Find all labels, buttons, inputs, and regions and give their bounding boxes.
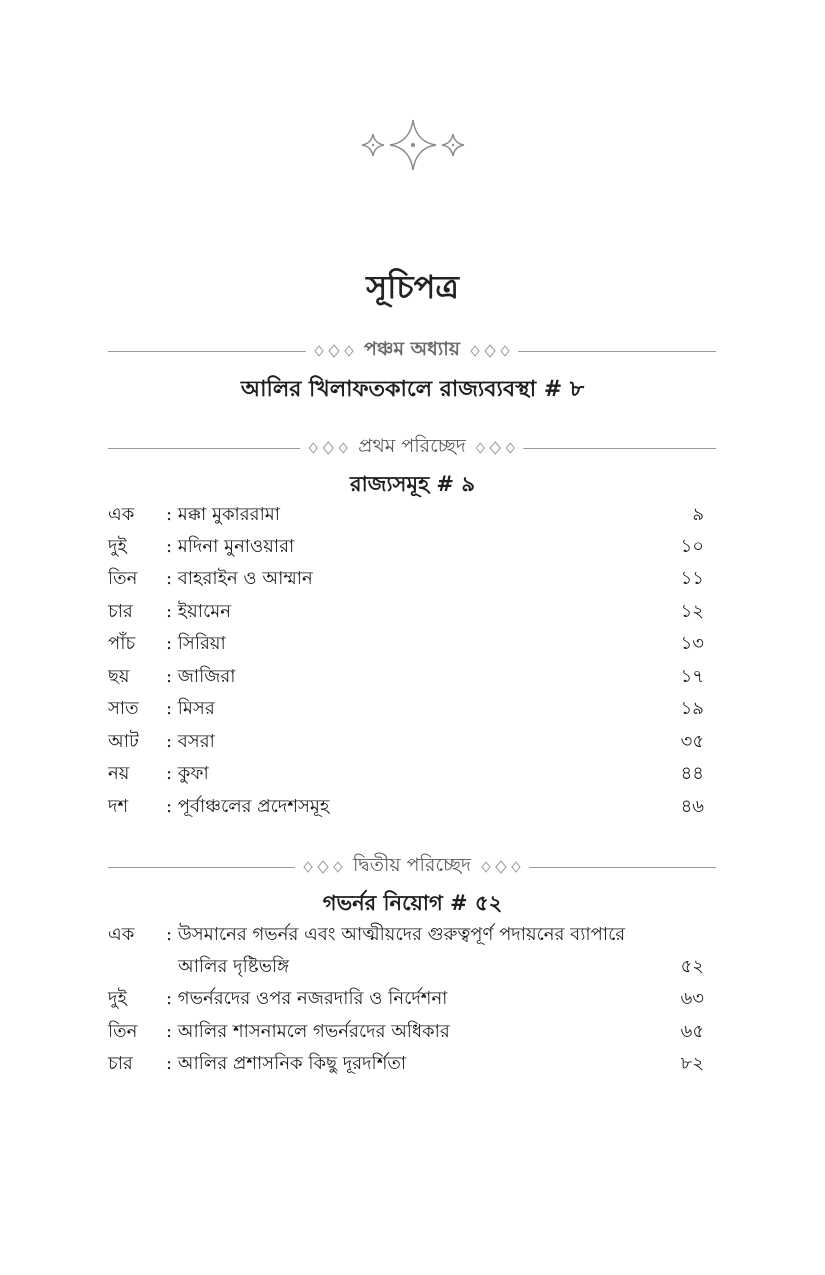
entry-title: : কুফা	[166, 763, 209, 784]
entry-title: : জাজিরা	[166, 666, 236, 687]
chapter-label: পঞ্চম অধ্যায়	[364, 338, 460, 360]
entry-title: : গভর্নরদের ওপর নজরদারি ও নির্দেশনা	[166, 988, 448, 1009]
entry-number: ছয়	[108, 666, 130, 687]
section2-heading: গভর্নর নিয়োগ # ৫২	[322, 890, 503, 915]
entry-title-continuation: আলির দৃষ্টিভঙ্গি	[178, 956, 290, 977]
toc-entry[interactable]	[108, 694, 704, 724]
toc-entry[interactable]	[108, 727, 704, 757]
page-title: সূচিপত্র	[366, 268, 459, 306]
entry-number: নয়	[108, 763, 130, 784]
entry-number: সাত	[108, 698, 139, 719]
entry-number: দশ	[108, 796, 129, 817]
entry-page: ১১	[680, 568, 704, 589]
entry-number: চার	[108, 1053, 133, 1074]
entry-title: : পূর্বাঞ্চলের প্রদেশসমূহ	[166, 796, 330, 817]
diamond-ornament-icon	[474, 441, 518, 455]
diamond-ornament-icon	[306, 441, 350, 455]
section1-divider	[108, 433, 716, 463]
entry-page: ৬৫	[680, 1021, 704, 1042]
section1-heading: রাজ্যসমূহ # ৯	[350, 471, 475, 496]
diamond-ornament-icon	[312, 344, 356, 358]
entry-number: দুই	[108, 988, 127, 1009]
entry-page: ৪৬	[680, 796, 704, 817]
entry-page: ৪৪	[680, 763, 704, 784]
entry-page: ১২	[680, 601, 704, 622]
toc-entry[interactable]	[108, 984, 704, 1014]
entry-page: ১৩	[680, 633, 704, 654]
toc-entry[interactable]	[108, 792, 704, 822]
entry-number: এক	[108, 504, 135, 525]
entry-page: ৯	[692, 504, 704, 525]
entry-page: ১৯	[680, 698, 704, 719]
entry-number: দুই	[108, 536, 127, 557]
entry-title: : ইয়ামেন	[166, 601, 231, 622]
toc-entry[interactable]	[108, 1049, 704, 1079]
diamond-ornament-icon	[301, 860, 345, 874]
chapter-divider	[108, 336, 716, 366]
toc-entry[interactable]	[108, 759, 704, 789]
entry-title: : আলির শাসনামলে গভর্নরদের অধিকার	[166, 1021, 450, 1042]
toc-entry[interactable]	[108, 662, 704, 692]
section2-divider	[108, 852, 716, 882]
chapter-heading: আলির খিলাফতকালে রাজ্যব্যবস্থা # ৮	[240, 376, 585, 402]
toc-entry[interactable]	[108, 564, 704, 594]
entry-title: : মিসর	[166, 698, 215, 719]
toc-entry[interactable]	[108, 920, 704, 950]
entry-number: পাঁচ	[108, 633, 136, 654]
entry-title: : উসমানের গভর্নর এবং আত্মীয়দের গুরুত্বপূর্ণ পদায়নের ব্যাপারে	[166, 924, 626, 945]
entry-number: তিন	[108, 1021, 138, 1042]
toc-entry[interactable]	[108, 629, 704, 659]
entry-title: : মদিনা মুনাওয়ারা	[166, 536, 295, 557]
entry-number: এক	[108, 924, 135, 945]
entry-title: : মক্কা মুকাররামা	[166, 504, 281, 525]
entry-page: ১৭	[680, 666, 704, 687]
section2-label: দ্বিতীয় পরিচ্ছেদ	[352, 854, 472, 876]
entry-number: আট	[108, 731, 139, 752]
toc-entry[interactable]	[108, 500, 704, 530]
section1-label: প্রথম পরিচ্ছেদ	[358, 435, 466, 457]
entry-page: ৬৩	[680, 988, 704, 1009]
entry-title: : বাহরাইন ও আম্মান	[166, 568, 313, 589]
toc-entry[interactable]	[108, 597, 704, 627]
toc-entry[interactable]	[108, 1017, 704, 1047]
toc-entry[interactable]	[108, 532, 704, 562]
entry-title: : আলির প্রশাসনিক কিছু দূরদর্শিতা	[166, 1053, 407, 1074]
entry-page: ১০	[680, 536, 704, 557]
entry-number: চার	[108, 601, 133, 622]
diamond-ornament-icon	[468, 344, 512, 358]
diamond-ornament-icon	[479, 860, 523, 874]
entry-page: ৮২	[680, 1053, 704, 1074]
entry-title: : সিরিয়া	[166, 633, 226, 654]
entry-page: ৫২	[680, 956, 704, 977]
star-ornament-icon	[0, 118, 825, 172]
entry-title: : বসরা	[166, 731, 215, 752]
entry-number: তিন	[108, 568, 138, 589]
entry-page: ৩৫	[680, 731, 704, 752]
